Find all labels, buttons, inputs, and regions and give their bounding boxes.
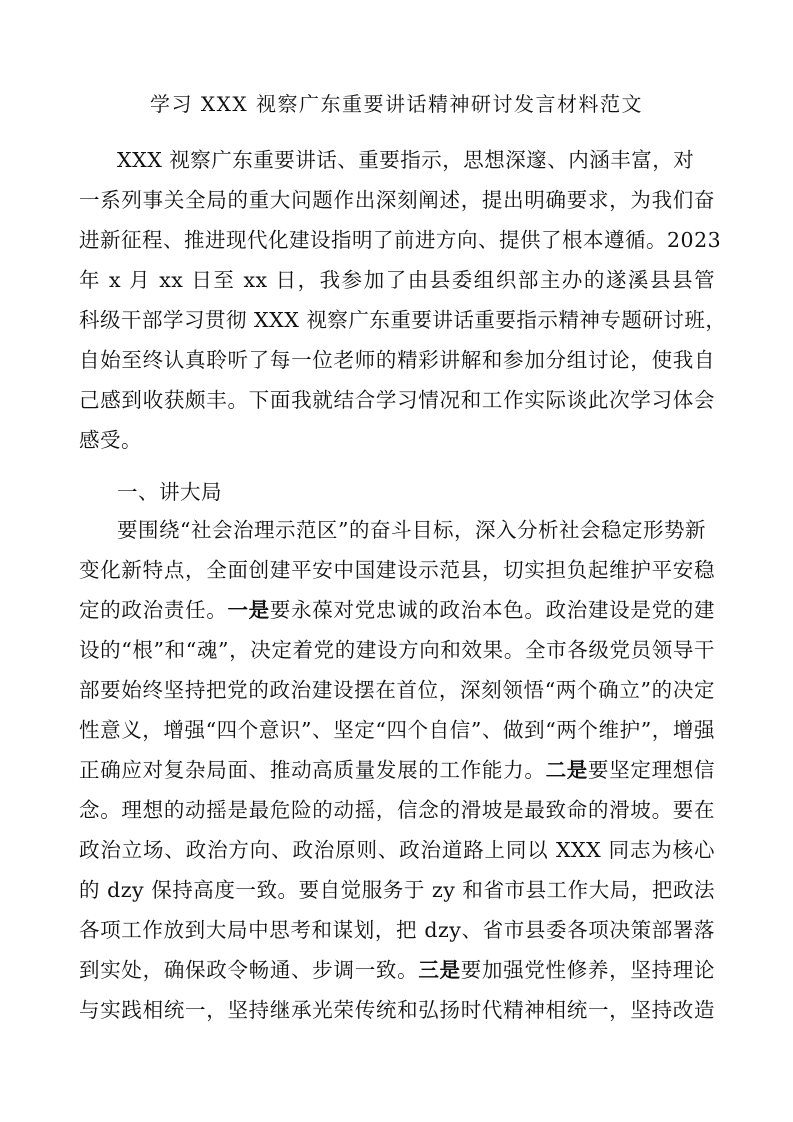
body-line-7: [79, 756, 715, 784]
intro-line-7: 己感到收获颇丰。下面我就结合学习情况和工作实际谈此次学习体会: [79, 388, 715, 412]
intro-line-1: XXX 视察广东重要讲话、重要指示，思想深邃、内涵丰富，对: [117, 148, 695, 172]
intro-line-4: 年 x 月 xx 日至 xx 日，我参加了由县委组织部主办的遂溪县县管: [79, 268, 715, 292]
body-text: 要坚定理想信: [587, 758, 716, 782]
body-text: 要加强党性修养，坚持理论: [460, 958, 716, 982]
section-heading: 一、讲大局: [117, 480, 222, 504]
body-line-10: 的 dzy 保持高度一致。要自觉服务于 zy 和省市县工作大局，把政法: [79, 878, 715, 902]
bold-marker-three: 三是: [418, 958, 461, 982]
body-line-11: 各项工作放到大局中思考和谋划，把 dzy、省市县委各项决策部署落: [79, 918, 715, 942]
intro-line-6: 自始至终认真聆听了每一位老师的精彩讲解和参加分组讨论，使我自: [79, 348, 715, 372]
body-text: 到实处，确保政令畅通、步调一致。: [79, 958, 419, 982]
body-text: 定的政治责任。: [79, 598, 228, 622]
bold-marker-one: 一是: [227, 598, 270, 622]
body-text: 正确应对复杂局面、推动高质量发展的工作能力。: [79, 758, 546, 782]
bold-marker-two: 二是: [545, 758, 588, 782]
body-text: 要永葆对党忠诚的政治本色。政治建设是党的建: [269, 598, 716, 622]
body-line-3: [79, 596, 715, 624]
intro-line-5: 科级干部学习贯彻 XXX 视察广东重要讲话重要指示精神专题研讨班，: [79, 308, 727, 332]
body-line-6: 性意义，增强“四个意识”、坚定“四个自信”、做到“两个维护”，增强: [79, 718, 715, 742]
intro-line-8: 感受。: [79, 428, 142, 452]
body-line-1: 要围绕“社会治理示范区”的奋斗目标，深入分析社会稳定形势新: [117, 518, 706, 542]
document-title: 学习 XXX 视察广东重要讲话精神研讨发言材料范文: [150, 92, 643, 116]
body-line-9: 政治立场、政治方向、政治原则、政治道路上同以 XXX 同志为核心: [79, 838, 715, 862]
intro-line-3: 进新征程、推进现代化建设指明了前进方向、提供了根本遵循。2023: [79, 228, 722, 252]
body-line-13: 与实践相统一，坚持继承光荣传统和弘扬时代精神相统一，坚持改造: [79, 998, 715, 1022]
body-line-5: 部要始终坚持把党的政治建设摆在首位，深刻领悟“两个确立”的决定: [79, 678, 715, 702]
body-line-4: 设的“根”和“魂”，决定着党的建设方向和效果。全市各级党员领导干: [79, 638, 715, 662]
body-line-2: 变化新特点，全面创建平安中国建设示范县，切实担负起维护平安稳: [79, 558, 715, 582]
body-line-12: [79, 956, 715, 984]
body-line-8: 念。理想的动摇是最危险的动摇，信念的滑坡是最致命的滑坡。要在: [79, 798, 715, 822]
intro-line-2: 一系列事关全局的重大问题作出深刻阐述，提出明确要求，为我们奋: [79, 188, 715, 212]
